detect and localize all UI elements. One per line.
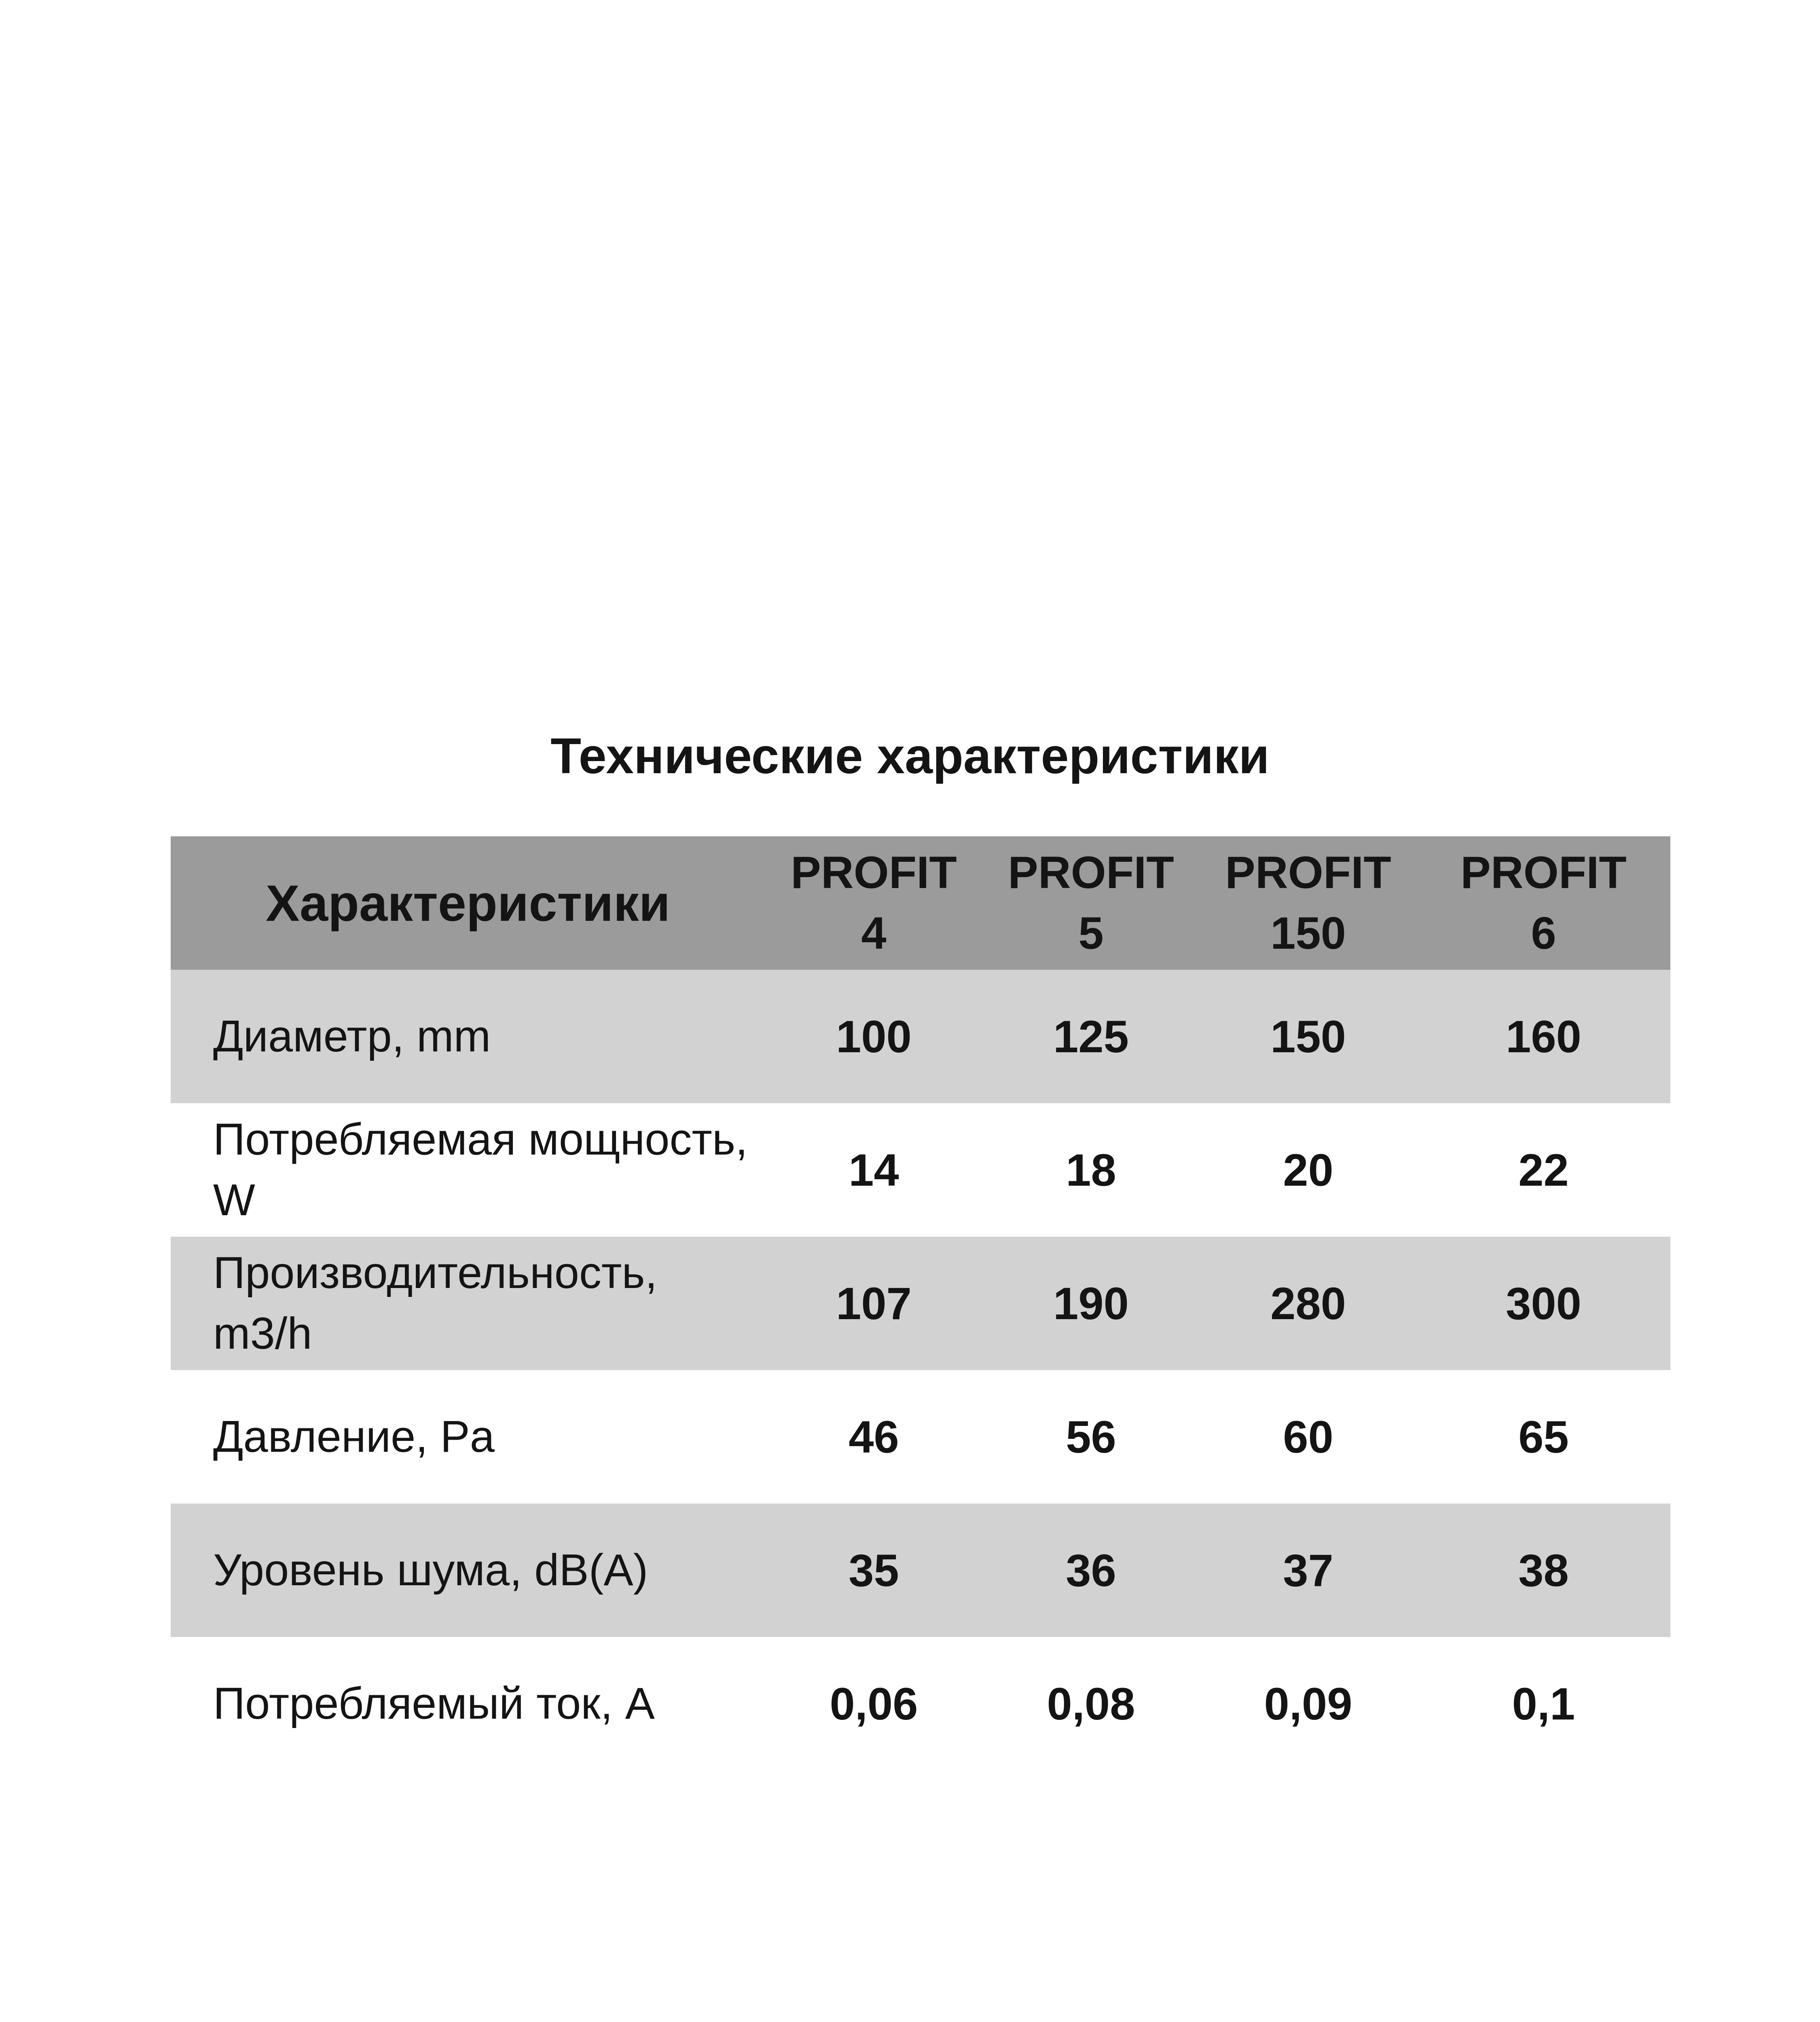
table-cell: 0,06 [830,1678,918,1729]
table-cell: 300 [1506,1278,1581,1329]
table-cell: 0,09 [1264,1678,1352,1729]
row-label [171,1103,765,1237]
table-cell: 125 [1053,1011,1129,1062]
row-label [171,1504,765,1637]
model-number: 6 [1531,908,1556,958]
row-label [171,1637,765,1770]
model-name: PROFIT [1225,847,1391,898]
row-label-line1: Уровень шума, dB(A) [213,1545,648,1595]
table-cell: 37 [1283,1545,1333,1596]
table-cell: 20 [1283,1144,1333,1195]
row-label-line1: Потребляемый ток, A [213,1679,655,1728]
table-cell: 280 [1270,1278,1346,1329]
model-number: 150 [1270,908,1346,958]
model-header [1200,836,1417,970]
table-cell: 160 [1506,1011,1581,1062]
table-cell: 60 [1283,1411,1333,1462]
model-number: 5 [1078,908,1104,958]
table-cell: 190 [1053,1278,1129,1329]
row-label-line2: W [213,1175,255,1225]
table-cell: 18 [1066,1144,1116,1195]
table-row [171,1237,1670,1370]
model-name: PROFIT [791,847,957,898]
model-name: PROFIT [1008,847,1174,898]
table-row [171,1103,1670,1237]
table-cell: 22 [1518,1144,1569,1195]
table-cell: 150 [1270,1011,1346,1062]
table-row [171,1637,1670,1770]
table-cell: 100 [836,1011,912,1062]
row-label-line1: Давление, Pa [213,1412,495,1462]
model-name: PROFIT [1460,847,1627,898]
row-label [171,1370,765,1504]
table-row [171,1370,1670,1504]
table-cell: 36 [1066,1545,1116,1596]
header-label: Характеристики [265,874,671,932]
row-label [171,970,765,1103]
model-header [1417,836,1670,970]
row-label-line1: Производительность, [213,1248,658,1298]
table-cell: 35 [849,1545,899,1596]
table-row [171,1504,1670,1637]
table-cell: 107 [836,1278,912,1329]
table-cell: 14 [849,1144,899,1195]
table-cell: 46 [849,1411,899,1462]
page-title: Технические характеристики [550,728,1270,784]
model-header [982,836,1200,970]
table-cell: 38 [1518,1545,1569,1596]
row-label-line2: m3/h [213,1309,312,1358]
table-row [171,970,1670,1103]
table-cell: 65 [1518,1411,1569,1462]
row-label-line1: Диаметр, mm [213,1011,491,1061]
table-cell: 0,08 [1047,1678,1135,1729]
table-cell: 0,1 [1512,1678,1575,1729]
table-header-row [171,836,1670,970]
model-number: 4 [861,908,887,958]
table-cell: 56 [1066,1411,1116,1462]
row-label-line1: Потребляемая мощность, [213,1115,748,1164]
row-label [171,1237,765,1370]
spec-table [171,836,1670,1770]
model-header [765,836,982,970]
